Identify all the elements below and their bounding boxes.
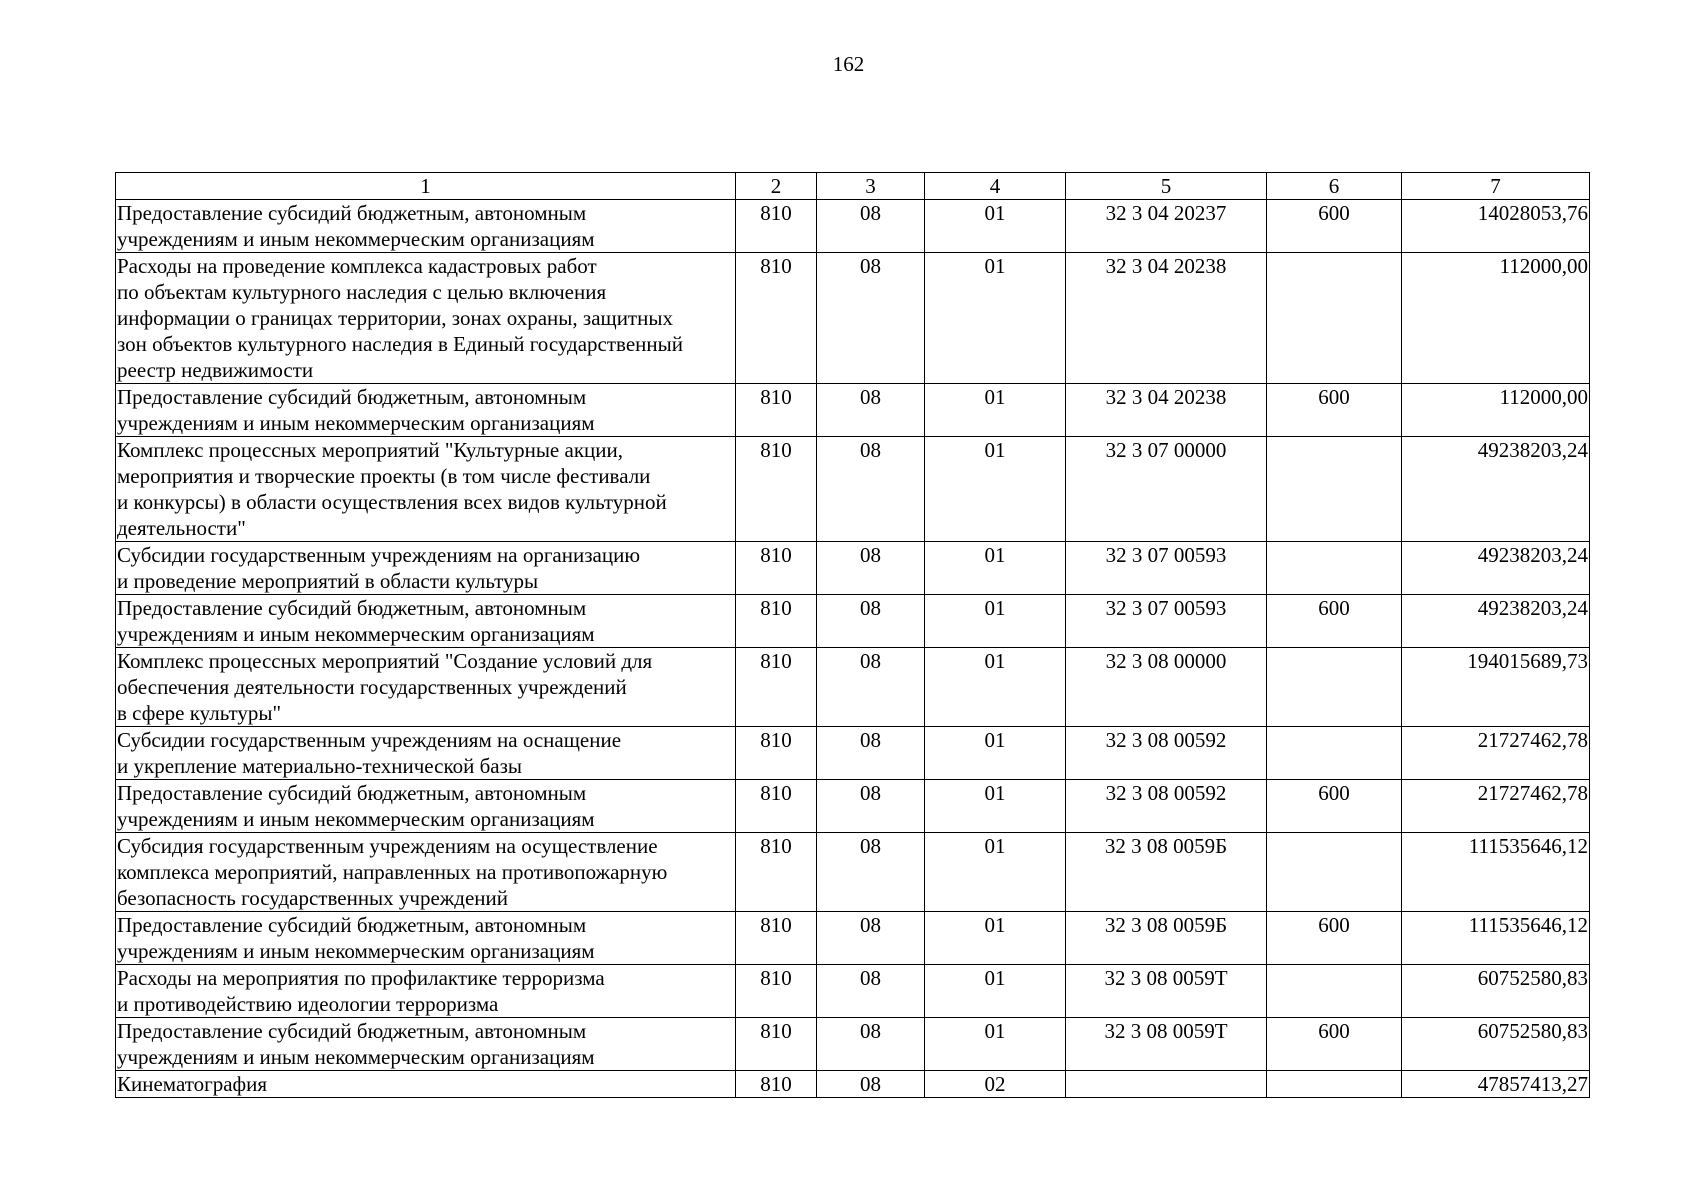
amount-cell: 14028053,76 xyxy=(1402,200,1590,253)
table-header-row xyxy=(116,173,1590,200)
section-code-cell: 08 xyxy=(817,200,925,253)
section-code-cell: 08 xyxy=(817,595,925,648)
row-description-cell: Комплекс процессных мероприятий "Культурные акции, мероприятия и творческие проекты (в том числе фестивали и конкурсы) в области осуществления всех видов культурной деятельности" xyxy=(116,437,736,542)
table-row xyxy=(116,780,1590,833)
target-article-cell: 32 3 08 0059Б xyxy=(1066,912,1267,965)
section-code-cell: 08 xyxy=(817,833,925,912)
column-header-6: 6 xyxy=(1267,173,1402,200)
subsection-code-cell: 01 xyxy=(925,965,1066,1018)
table-row xyxy=(116,200,1590,253)
table-row xyxy=(116,595,1590,648)
target-article-cell: 32 3 08 0059Т xyxy=(1066,1018,1267,1071)
expense-type-cell: 600 xyxy=(1267,200,1402,253)
section-code-cell: 08 xyxy=(817,542,925,595)
section-code-cell: 08 xyxy=(817,912,925,965)
subsection-code-cell: 01 xyxy=(925,727,1066,780)
column-header-2: 2 xyxy=(736,173,817,200)
target-article-cell: 32 3 07 00000 xyxy=(1066,437,1267,542)
expense-type-cell xyxy=(1267,1071,1402,1098)
amount-cell: 47857413,27 xyxy=(1402,1071,1590,1098)
amount-cell: 60752580,83 xyxy=(1402,965,1590,1018)
amount-cell: 111535646,12 xyxy=(1402,912,1590,965)
section-code-cell: 08 xyxy=(817,780,925,833)
target-article-cell: 32 3 08 0059Т xyxy=(1066,965,1267,1018)
amount-cell: 112000,00 xyxy=(1402,384,1590,437)
row-description-cell: Расходы на проведение комплекса кадастровых работ по объектам культурного наследия с целью включения информации о границах территории, зонах охраны, защитных зон объектов культурного наследия в Единый государственный реестр недвижимости xyxy=(116,253,736,384)
target-article-cell xyxy=(1066,1071,1267,1098)
row-description-cell: Предоставление субсидий бюджетным, автономным учреждениям и иным некоммерческим организациям xyxy=(116,200,736,253)
ministry-code-cell: 810 xyxy=(736,833,817,912)
section-code-cell: 08 xyxy=(817,437,925,542)
amount-cell: 49238203,24 xyxy=(1402,542,1590,595)
subsection-code-cell: 01 xyxy=(925,542,1066,595)
target-article-cell: 32 3 04 20237 xyxy=(1066,200,1267,253)
target-article-cell: 32 3 04 20238 xyxy=(1066,384,1267,437)
table-row xyxy=(116,965,1590,1018)
row-description-cell: Субсидия государственным учреждениям на осуществление комплекса мероприятий, направленных на противопожарную безопасность государственных учреждений xyxy=(116,833,736,912)
section-code-cell: 08 xyxy=(817,648,925,727)
ministry-code-cell: 810 xyxy=(736,965,817,1018)
table-row xyxy=(116,1018,1590,1071)
section-code-cell: 08 xyxy=(817,727,925,780)
target-article-cell: 32 3 04 20238 xyxy=(1066,253,1267,384)
ministry-code-cell: 810 xyxy=(736,595,817,648)
table-row xyxy=(116,833,1590,912)
amount-cell: 49238203,24 xyxy=(1402,595,1590,648)
expense-type-cell xyxy=(1267,833,1402,912)
ministry-code-cell: 810 xyxy=(736,384,817,437)
table-row xyxy=(116,727,1590,780)
table-row xyxy=(116,437,1590,542)
amount-cell: 21727462,78 xyxy=(1402,727,1590,780)
table-row xyxy=(116,1071,1590,1098)
target-article-cell: 32 3 08 00592 xyxy=(1066,780,1267,833)
expense-type-cell: 600 xyxy=(1267,384,1402,437)
page-number: 162 xyxy=(832,52,865,76)
expense-type-cell: 600 xyxy=(1267,595,1402,648)
ministry-code-cell: 810 xyxy=(736,437,817,542)
row-description-cell: Кинематография xyxy=(116,1071,736,1098)
table-row xyxy=(116,384,1590,437)
row-description-cell: Предоставление субсидий бюджетным, автономным учреждениям и иным некоммерческим организациям xyxy=(116,912,736,965)
subsection-code-cell: 01 xyxy=(925,595,1066,648)
budget-table xyxy=(115,172,1590,1098)
expense-type-cell: 600 xyxy=(1267,780,1402,833)
table-row xyxy=(116,253,1590,384)
ministry-code-cell: 810 xyxy=(736,1071,817,1098)
ministry-code-cell: 810 xyxy=(736,912,817,965)
subsection-code-cell: 01 xyxy=(925,780,1066,833)
table-body xyxy=(116,173,1590,1098)
expense-type-cell xyxy=(1267,542,1402,595)
row-description-cell: Расходы на мероприятия по профилактике терроризма и противодействию идеологии терроризма xyxy=(116,965,736,1018)
ministry-code-cell: 810 xyxy=(736,648,817,727)
subsection-code-cell: 01 xyxy=(925,648,1066,727)
expense-type-cell xyxy=(1267,727,1402,780)
amount-cell: 112000,00 xyxy=(1402,253,1590,384)
amount-cell: 49238203,24 xyxy=(1402,437,1590,542)
row-description-cell: Предоставление субсидий бюджетным, автономным учреждениям и иным некоммерческим организациям xyxy=(116,1018,736,1071)
subsection-code-cell: 01 xyxy=(925,912,1066,965)
row-description-cell: Предоставление субсидий бюджетным, автономным учреждениям и иным некоммерческим организациям xyxy=(116,595,736,648)
subsection-code-cell: 01 xyxy=(925,253,1066,384)
section-code-cell: 08 xyxy=(817,965,925,1018)
expense-type-cell xyxy=(1267,648,1402,727)
ministry-code-cell: 810 xyxy=(736,727,817,780)
table-row xyxy=(116,648,1590,727)
subsection-code-cell: 01 xyxy=(925,833,1066,912)
table-row xyxy=(116,912,1590,965)
ministry-code-cell: 810 xyxy=(736,200,817,253)
target-article-cell: 32 3 07 00593 xyxy=(1066,595,1267,648)
column-header-4: 4 xyxy=(925,173,1066,200)
subsection-code-cell: 01 xyxy=(925,1018,1066,1071)
amount-cell: 60752580,83 xyxy=(1402,1018,1590,1071)
ministry-code-cell: 810 xyxy=(736,1018,817,1071)
amount-cell: 194015689,73 xyxy=(1402,648,1590,727)
target-article-cell: 32 3 08 0059Б xyxy=(1066,833,1267,912)
target-article-cell: 32 3 07 00593 xyxy=(1066,542,1267,595)
row-description-cell: Комплекс процессных мероприятий "Создание условий для обеспечения деятельности государственных учреждений в сфере культуры" xyxy=(116,648,736,727)
subsection-code-cell: 01 xyxy=(925,437,1066,542)
expense-type-cell: 600 xyxy=(1267,912,1402,965)
ministry-code-cell: 810 xyxy=(736,780,817,833)
row-description-cell: Предоставление субсидий бюджетным, автономным учреждениям и иным некоммерческим организациям xyxy=(116,780,736,833)
row-description-cell: Субсидии государственным учреждениям на оснащение и укрепление материально-технической базы xyxy=(116,727,736,780)
subsection-code-cell: 01 xyxy=(925,200,1066,253)
column-header-3: 3 xyxy=(817,173,925,200)
column-header-1: 1 xyxy=(116,173,736,200)
subsection-code-cell: 01 xyxy=(925,384,1066,437)
row-description-cell: Субсидии государственным учреждениям на организацию и проведение мероприятий в области культуры xyxy=(116,542,736,595)
section-code-cell: 08 xyxy=(817,253,925,384)
ministry-code-cell: 810 xyxy=(736,542,817,595)
amount-cell: 111535646,12 xyxy=(1402,833,1590,912)
section-code-cell: 08 xyxy=(817,1071,925,1098)
expense-type-cell xyxy=(1267,965,1402,1018)
column-header-5: 5 xyxy=(1066,173,1267,200)
target-article-cell: 32 3 08 00000 xyxy=(1066,648,1267,727)
amount-cell: 21727462,78 xyxy=(1402,780,1590,833)
row-description-cell: Предоставление субсидий бюджетным, автономным учреждениям и иным некоммерческим организациям xyxy=(116,384,736,437)
expense-type-cell xyxy=(1267,253,1402,384)
subsection-code-cell: 02 xyxy=(925,1071,1066,1098)
expense-type-cell xyxy=(1267,437,1402,542)
column-header-7: 7 xyxy=(1402,173,1590,200)
ministry-code-cell: 810 xyxy=(736,253,817,384)
section-code-cell: 08 xyxy=(817,384,925,437)
target-article-cell: 32 3 08 00592 xyxy=(1066,727,1267,780)
table-row xyxy=(116,542,1590,595)
section-code-cell: 08 xyxy=(817,1018,925,1071)
expense-type-cell: 600 xyxy=(1267,1018,1402,1071)
